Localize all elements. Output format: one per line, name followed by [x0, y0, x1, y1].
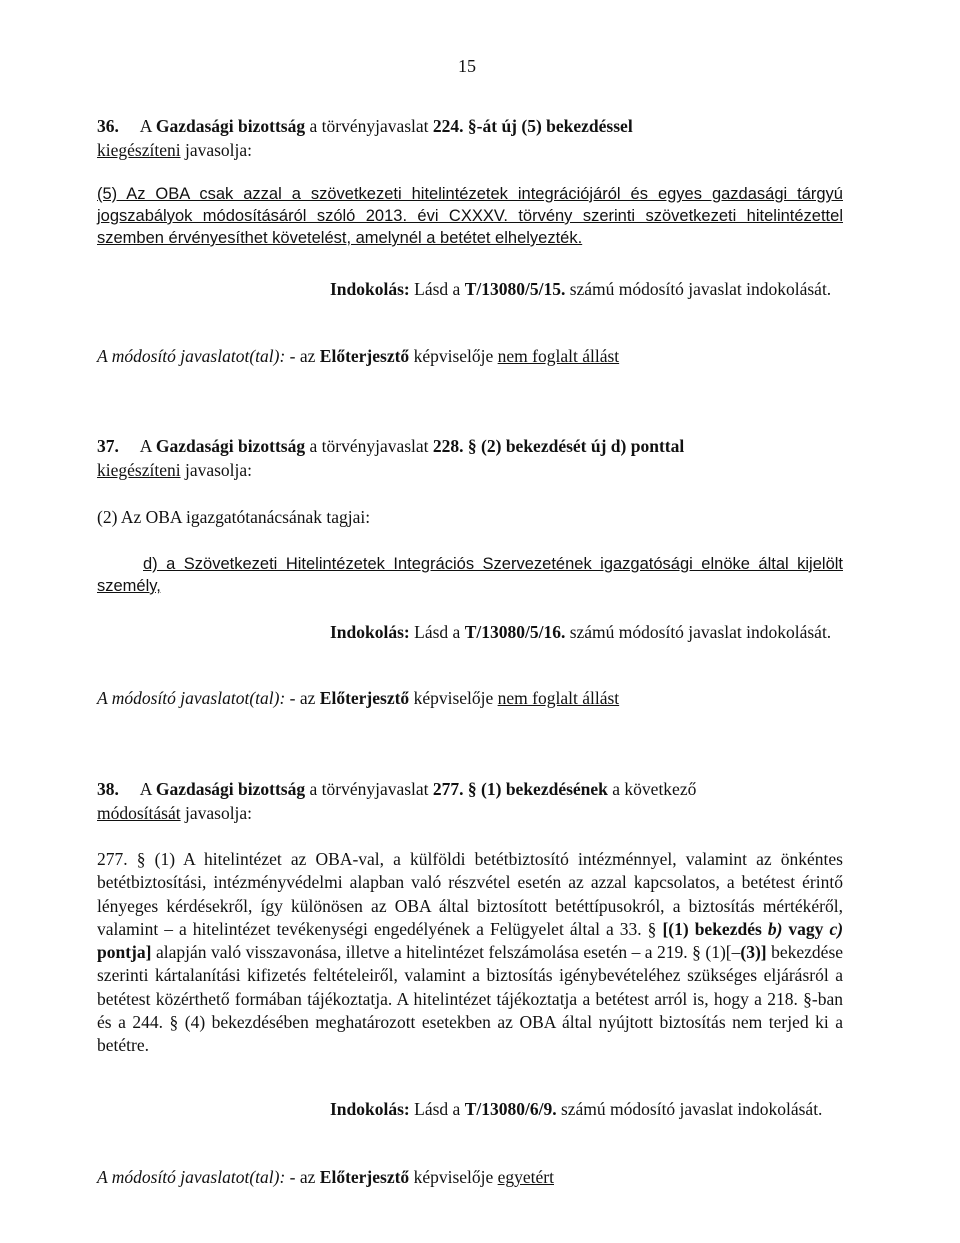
item-38-amendment-text — [97, 848, 843, 1058]
amendment-text: (5) Az OBA csak azzal a szövetkezeti hitelintézetek integrációjáról és egyes gazdasági tárgyú jogszabályok módosításáról szóló 2013. évi CXXXV. törvény szerinti szövetkezeti hitelintézettel szemben érvényesíthet követelést, amelynél a betétet elhelyezték. — [97, 185, 843, 247]
position-label: A módosító javaslatot(tal): — [97, 1167, 286, 1187]
amendment-bold-2: vagy — [788, 918, 824, 939]
justification-text: Lásd a — [414, 279, 461, 299]
presenter-label: Előterjesztő — [319, 346, 410, 366]
heading-tail: javasolja: — [184, 803, 253, 823]
heading-reference: 228. § (2) bekezdését új d) ponttal — [432, 436, 685, 456]
position-dash: - az — [289, 1167, 316, 1187]
item-37-justification — [330, 620, 843, 644]
heading-reference: 277. § (1) bekezdésének — [432, 779, 608, 799]
committee-name: Gazdasági bizottság — [155, 436, 306, 456]
item-number: 37. — [97, 436, 119, 456]
heading-article: A — [139, 779, 152, 799]
item-37-heading — [97, 434, 843, 482]
presenter-label: Előterjesztő — [319, 688, 410, 708]
position-value: nem foglalt állást — [497, 688, 620, 708]
amendment-bold-4: (3)] — [740, 942, 767, 963]
item-37-amendment-text — [97, 553, 843, 597]
justification-tail: számú módosító javaslat indokolását. — [569, 279, 832, 299]
amendment-text: d) a Szövetkezeti Hitelintézetek Integrációs Szervezetének igazgatósági elnöke által kijelölt személy, — [97, 555, 843, 595]
amendment-text-2: alapján való visszavonása, illetve a hitelintézet felszámolása esetén – a 219. § (1)[– — [155, 942, 741, 963]
heading-article: A — [139, 436, 152, 456]
justification-text: Lásd a — [414, 1099, 461, 1119]
item-38-position — [97, 1166, 843, 1188]
heading-article: A — [139, 116, 152, 136]
item-38-heading — [97, 777, 843, 825]
position-mid: képviselője — [413, 688, 494, 708]
amendment-text-3: bekezdése szerinti kártalanítási kifizetés feltételeiről, valamint a biztosítás igénybevételéhez szükséges eljárásról a betétest közérthető formában tájékoztatja. A hitelintézet tájékoztatja a betétest arról is, hogy a 218. §-ban és a 244. § (4) bekezdésében meghatározott esetekben az OBA által nyújtott biztosítás nem terjed ki a betétre. — [97, 942, 844, 1056]
position-label: A módosító javaslatot(tal): — [97, 688, 286, 708]
committee-name: Gazdasági bizottság — [155, 779, 306, 799]
heading-tail: javasolja: — [184, 460, 253, 480]
justification-text: Lásd a — [414, 622, 461, 642]
heading-action: módosítását — [97, 803, 181, 823]
amendment-bold-1: [(1) bekezdés — [662, 918, 762, 939]
heading-text: a törvényjavaslat — [309, 116, 429, 136]
justification-tail: számú módosító javaslat indokolását. — [569, 622, 832, 642]
position-label: A módosító javaslatot(tal): — [97, 346, 286, 366]
item-36-justification — [330, 277, 843, 301]
amendment-text-1: 277. § (1) A hitelintézet az OBA-val, a külföldi betétbiztosító intézménnyel, valamint az önkéntes betétbiztosítási, intézményvédelmi alapban való részvétel esetén az azzal kapcsolatos, a betétest érintő lényeges kérdésekről, így különösen az OBA által biztosított betéttípusokról, a biztosítás mértékéről, valamint – a hitelintézet tevékenységi engedélyének a Felügyelet által a 33. § — [97, 849, 843, 939]
justification-reference: T/13080/6/9. — [464, 1099, 557, 1119]
position-mid: képviselője — [413, 346, 494, 366]
item-38-justification — [330, 1097, 843, 1121]
presenter-label: Előterjesztő — [319, 1167, 410, 1187]
justification-label: Indokolás: — [330, 622, 410, 642]
item-36-position — [97, 345, 843, 367]
item-36-amendment-text — [97, 183, 843, 249]
position-mid: képviselője — [413, 1167, 494, 1187]
justification-tail: számú módosító javaslat indokolását. — [560, 1099, 823, 1119]
position-dash: - az — [289, 688, 316, 708]
amendment-intro: (2) Az OBA igazgatótanácsának tagjai: — [97, 507, 371, 527]
heading-action: kiegészíteni — [97, 140, 181, 160]
item-36-heading — [97, 114, 843, 162]
position-value: nem foglalt állást — [497, 346, 620, 366]
amendment-bold-italic-1: b) — [767, 918, 783, 939]
item-37-position — [97, 687, 843, 709]
heading-reference: 224. §-át új (5) bekezdéssel — [432, 116, 633, 136]
page-number: 15 — [458, 56, 476, 76]
heading-action: kiegészíteni — [97, 460, 181, 480]
heading-text: a törvényjavaslat — [309, 436, 429, 456]
item-37-intro — [97, 505, 843, 529]
justification-reference: T/13080/5/15. — [464, 279, 566, 299]
amendment-bold-3: pontja] — [97, 942, 152, 963]
item-number: 38. — [97, 779, 119, 799]
heading-text-2: a következő — [612, 779, 697, 799]
position-dash: - az — [289, 346, 316, 366]
justification-label: Indokolás: — [330, 1099, 410, 1119]
committee-name: Gazdasági bizottság — [155, 116, 306, 136]
heading-text: a törvényjavaslat — [309, 779, 429, 799]
heading-tail: javasolja: — [184, 140, 253, 160]
item-number: 36. — [97, 116, 119, 136]
justification-label: Indokolás: — [330, 279, 410, 299]
amendment-bold-italic-2: c) — [829, 918, 844, 939]
justification-reference: T/13080/5/16. — [464, 622, 566, 642]
position-value: egyetért — [497, 1167, 554, 1187]
